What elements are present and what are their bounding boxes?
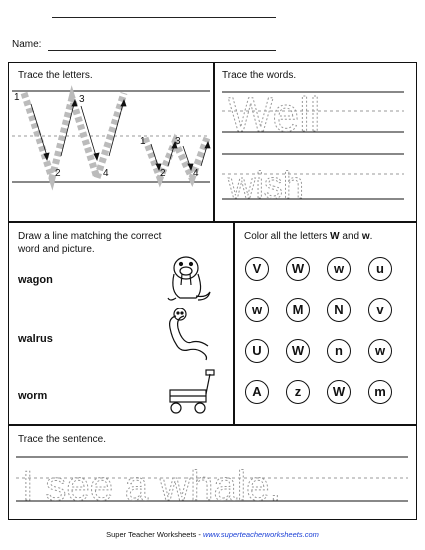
- letter-circle[interactable]: W: [327, 380, 351, 404]
- stroke-number: 4: [193, 168, 199, 179]
- trace-word-2: wish: [228, 165, 305, 207]
- trace-letters-area: [12, 84, 212, 196]
- letter-circle[interactable]: W: [286, 339, 310, 363]
- letter-circle[interactable]: u: [368, 257, 392, 281]
- match-word-walrus[interactable]: walrus: [18, 333, 53, 345]
- stroke-number: 1: [140, 136, 146, 147]
- letter-circle[interactable]: w: [245, 298, 269, 322]
- letter-circle[interactable]: N: [327, 298, 351, 322]
- matching-instruction-line1: Draw a line matching the correct: [18, 231, 162, 242]
- letter-circle[interactable]: W: [286, 257, 310, 281]
- walrus-picture[interactable]: [162, 252, 214, 304]
- footer-url-link[interactable]: www.superteacherworksheets.com: [202, 530, 319, 539]
- stroke-number: 3: [175, 136, 181, 147]
- matching-instruction-line2: word and picture.: [18, 244, 95, 255]
- name-label: Name:: [12, 39, 42, 50]
- footer: Super Teacher Worksheets - www.superteacherworksheets.com: [106, 530, 319, 539]
- trace-sentence-instruction: Trace the sentence.: [18, 434, 107, 445]
- trace-word-1: Well: [228, 89, 321, 142]
- stroke-number: 4: [103, 168, 109, 179]
- worm-picture[interactable]: [162, 308, 214, 364]
- trace-words-area: [222, 84, 412, 210]
- color-letters-instruction: Color all the letters W and w.: [244, 231, 373, 242]
- stroke-number: 3: [79, 94, 85, 105]
- trace-letters-instruction: Trace the letters.: [18, 70, 93, 81]
- trace-sentence-area: [16, 448, 410, 514]
- stroke-number: 2: [160, 168, 166, 179]
- stroke-number: 2: [55, 168, 61, 179]
- top-blank-line: [52, 17, 276, 18]
- letter-circle[interactable]: v: [368, 298, 392, 322]
- trace-words-instruction: Trace the words.: [222, 70, 297, 81]
- divider-row2: [8, 424, 417, 426]
- letter-circle[interactable]: z: [286, 380, 310, 404]
- match-word-worm[interactable]: worm: [18, 390, 48, 402]
- wagon-picture[interactable]: [162, 368, 218, 416]
- name-field-line[interactable]: [48, 50, 276, 51]
- footer-site-name: Super Teacher Worksheets: [106, 530, 197, 539]
- letter-circle[interactable]: M: [286, 298, 310, 322]
- divider-col-mid: [233, 221, 235, 425]
- letter-circle[interactable]: n: [327, 339, 351, 363]
- letter-circle[interactable]: A: [245, 380, 269, 404]
- letter-circle[interactable]: U: [245, 339, 269, 363]
- divider-col-top: [213, 62, 215, 222]
- letter-circle[interactable]: V: [245, 257, 269, 281]
- letter-circle[interactable]: w: [368, 339, 392, 363]
- letter-circle[interactable]: m: [368, 380, 392, 404]
- match-word-wagon[interactable]: wagon: [18, 274, 53, 286]
- stroke-number: 1: [14, 92, 20, 103]
- trace-sentence-text: I see a whale.: [22, 462, 282, 509]
- letter-circle[interactable]: w: [327, 257, 351, 281]
